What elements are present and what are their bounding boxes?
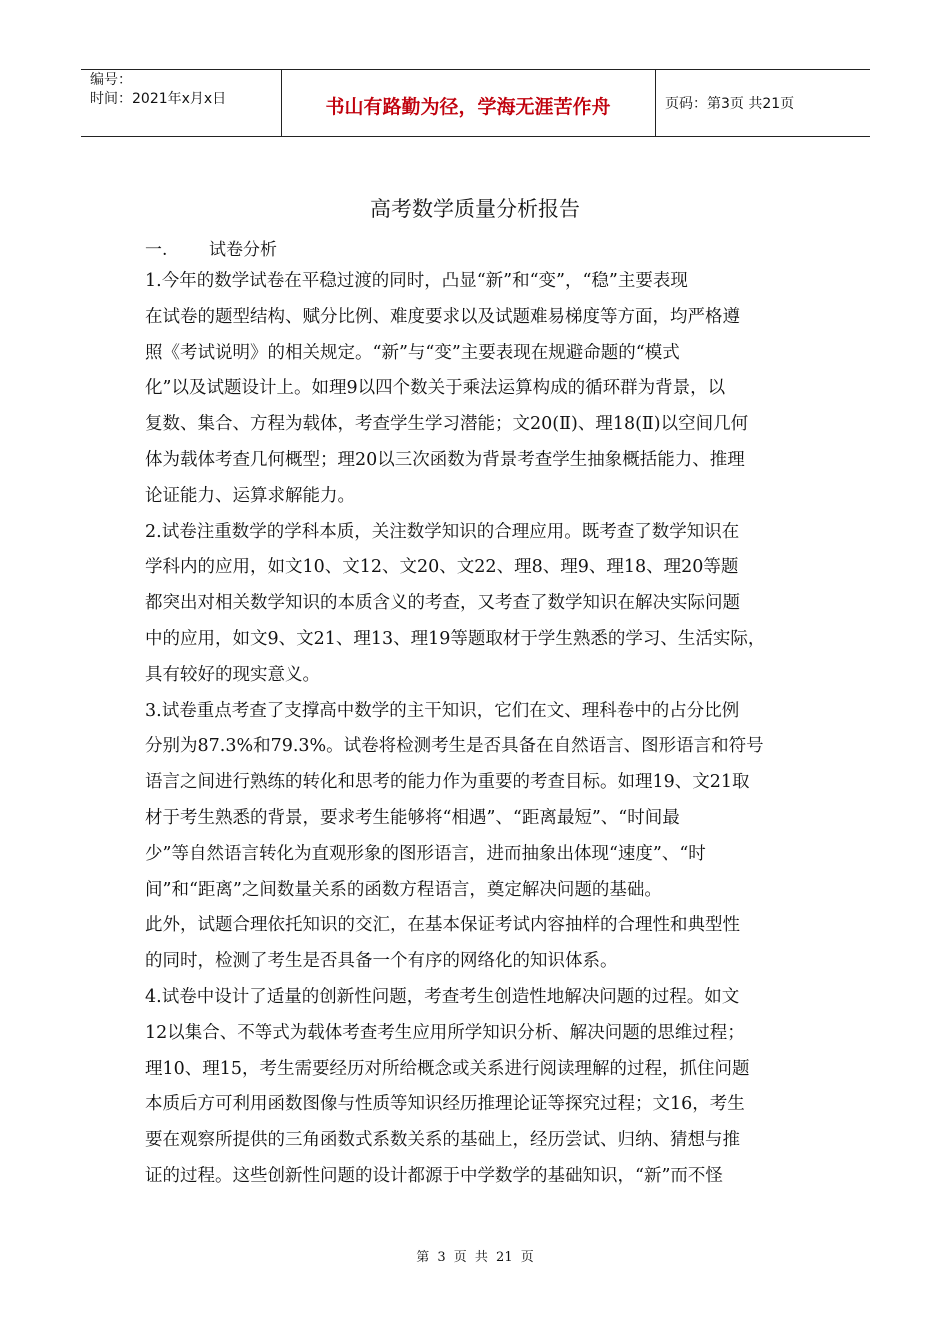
body-text-line: 在试卷的题型结构、赋分比例、难度要求以及试题难易梯度等方面，均严格遵 [145,306,740,327]
body-text-line: 论证能力、运算求解能力。 [145,485,355,506]
body-text-line: 的同时，检测了考生是否具备一个有序的网络化的知识体系。 [145,951,618,972]
body-text-line: 本质后方可利用函数图像与性质等知识经历推理论证等探究过程；文16，考生 [145,1094,745,1115]
section-heading [145,235,277,260]
body-text-line: 中的应用，如文9、文21、理13、理19等题取材于学生熟悉的学习、生活实际， [145,628,766,649]
body-text-line: 理10、理15，考生需要经历对所给概念或关系进行阅读理解的过程，抓住问题 [145,1058,750,1079]
body-text-line: 化”以及试题设计上。如理9以四个数关于乘法运算构成的循环群为背景，以 [145,378,726,399]
body-text-line: 少”等自然语言转化为直观形象的图形语言，进而抽象出体现“速度”、“时 [145,843,706,864]
section-number: 一. [145,240,168,260]
body-text-line: 2.试卷注重数学的学科本质，关注数学知识的合理应用。既考查了数学知识在 [145,521,740,542]
document-header [81,69,870,137]
header-motto: 书山有路勤为径，学海无涯苦作舟 [325,96,611,118]
body-text-line: 4.试卷中设计了适量的创新性问题，考查考生创造性地解决问题的过程。如文 [145,986,740,1007]
body-text-line: 具有较好的现实意义。 [145,664,320,685]
date-label: 时间：2021年x月x日 [90,91,227,107]
document-title: 高考数学质量分析报告 [370,197,580,221]
body-text-line: 学科内的应用，如文10、文12、文20、文22、理8、理9、理18、理20等题 [145,557,739,578]
body-text-line: 分别为87.3%和79.3%。试卷将检测考生是否具备在自然语言、图形语言和符号 [145,736,764,757]
body-text-line: 体为载体考查几何概型；理20以三次函数为背景考查学生抽象概括能力、推理 [145,449,745,470]
section-title: 试卷分析 [209,240,277,260]
header-divider [655,70,656,136]
body-text-line: 3.试卷重点考查了支撑高中数学的主干知识，它们在文、理科卷中的占分比例 [145,700,740,721]
page-footer: 第 3 页 共 21 页 [416,1250,534,1265]
document-body [145,264,815,1195]
header-meta [90,71,226,109]
body-text-line: 照《考试说明》的相关规定。“新”与“变”主要表现在规避命题的“模式 [145,342,680,363]
header-page-info: 页码：第3页 共21页 [665,96,795,112]
body-text-line: 证的过程。这些创新性问题的设计都源于中学数学的基础知识，“新”而不怪 [145,1165,723,1186]
body-text-line: 语言之间进行熟练的转化和思考的能力作为重要的考查目标。如理19、文21取 [145,772,750,793]
body-text-line: 复数、集合、方程为载体，考查学生学习潜能；文20(Ⅱ)、理18(Ⅱ)以空间几何 [145,414,749,435]
number-label: 编号： [90,72,132,88]
body-text-line: 材于考生熟悉的背景，要求考生能够将“相遇”、“距离最短”、“时间最 [145,807,680,828]
body-text-line: 12以集合、不等式为载体考查考生应用所学知识分析、解决问题的思维过程； [145,1022,745,1043]
body-text-line: 1.今年的数学试卷在平稳过渡的同时，凸显“新”和“变”，“稳”主要表现 [145,271,688,291]
body-text-line: 都突出对相关数学知识的本质含义的考查，又考查了数学知识在解决实际问题 [145,593,740,614]
body-text-line: 此外，试题合理依托知识的交汇，在基本保证考试内容抽样的合理性和典型性 [145,915,740,936]
body-text-line: 要在观察所提供的三角函数式系数关系的基础上，经历尝试、归纳、猜想与推 [145,1130,740,1151]
body-text-line: 间”和“距离”之间数量关系的函数方程语言，奠定解决问题的基础。 [145,879,662,900]
